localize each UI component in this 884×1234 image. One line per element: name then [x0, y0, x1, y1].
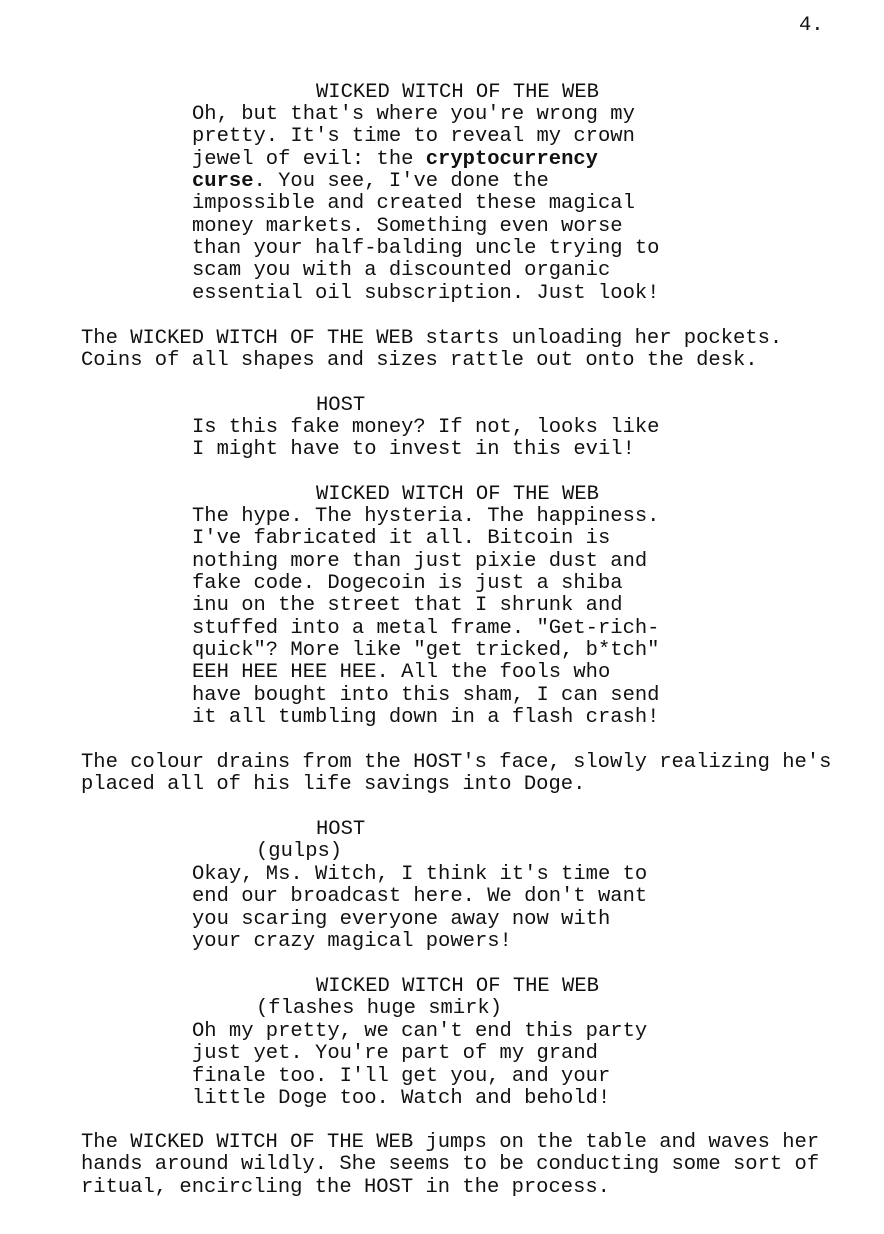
character-name: WICKED WITCH OF THE WEB	[316, 975, 599, 998]
dialogue: Is this fake money? If not, looks like I might have to invest in this evil!	[192, 416, 660, 462]
character-name: HOST	[316, 818, 366, 841]
dialogue	[192, 104, 659, 305]
parenthetical: (gulps)	[256, 840, 343, 863]
dialogue-text: Oh, but that's where you're wrong my pretty. It's time to reveal my crown jewel of evil: the	[192, 103, 635, 171]
action-line: The colour drains from the HOST's face, slowly realizing he's placed all of his life savings into Doge.	[81, 751, 832, 797]
action-line: The WICKED WITCH OF THE WEB starts unloading her pockets. Coins of all shapes and sizes rattle out onto the desk.	[81, 327, 783, 373]
character-name: WICKED WITCH OF THE WEB	[316, 81, 599, 104]
dialogue-emphasis: cryptocurrency	[425, 147, 598, 171]
dialogue: Oh my pretty, we can't end this party just yet. You're part of my grand finale too. I'll get you, and your little Doge too. Watch and behold!	[192, 1020, 648, 1111]
page-number: 4.	[799, 14, 824, 37]
dialogue: Okay, Ms. Witch, I think it's time to end our broadcast here. We don't want you scaring everyone away now with your crazy magical powers!	[192, 863, 648, 954]
dialogue-emphasis: curse	[192, 170, 254, 194]
dialogue: The hype. The hysteria. The happiness. I've fabricated it all. Bitcoin is nothing more than just pixie dust and fake code. Dogecoin is just a shiba inu on the street that I shrunk and stuffed into a metal frame. "Get-rich- quick"? More like "get tricked, b*tch" EEH HEE HEE HEE. All the fools who have bought into this sham, I can send it all tumbling down in a flash crash!	[192, 505, 660, 730]
parenthetical: (flashes huge smirk)	[256, 997, 503, 1020]
action-line: The WICKED WITCH OF THE WEB jumps on the table and waves her hands around wildly. She seems to be conducting some sort of ritual, encircling the HOST in the process.	[81, 1131, 820, 1199]
dialogue-text: . You see, I've done the impossible and created these magical money markets. Something even worse than your half-balding uncle trying to scam you with a discounted organic essential oil subscription. Just look!	[192, 170, 660, 305]
character-name: HOST	[316, 394, 366, 417]
character-name: WICKED WITCH OF THE WEB	[316, 483, 599, 506]
